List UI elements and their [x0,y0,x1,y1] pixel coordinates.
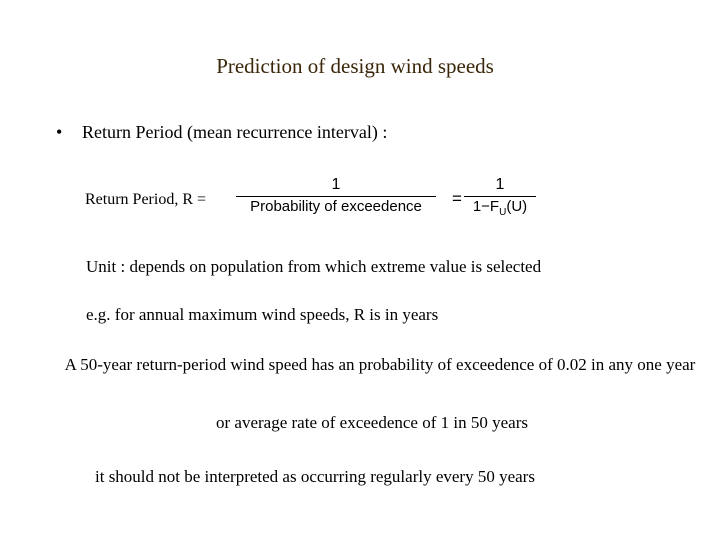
fraction-bar [464,196,536,197]
formula-label: Return Period, R = [85,191,207,208]
interpretation-note: it should not be interpreted as occurring regularly every 50 years [95,467,535,486]
example-text: e.g. for annual maximum wind speeds, R is in years [86,305,439,324]
fraction-denominator [464,198,536,222]
average-rate-paragraph: or average rate of exceedence of 1 in 50 years [216,413,528,432]
fraction-bar [236,196,436,197]
formula-fraction-probability [236,176,436,216]
denominator-prefix: 1−F [472,198,500,215]
unit-text: Unit : depends on population from which extreme value is selected [86,257,542,276]
denominator-suffix: (U) [506,198,528,215]
bullet-item-return-period [56,122,387,143]
slide-title: Prediction of design wind speeds [216,54,494,78]
probability-paragraph: A 50-year return-period wind speed has an probability of exceedence of 0.02 in any one year [64,355,696,374]
bullet-icon: • [56,122,63,142]
formula-equals-sign: = [452,189,462,208]
denominator-subscript: U [499,207,507,218]
fraction-numerator: 1 [331,176,341,193]
fraction-denominator: Probability of exceedence [250,198,422,215]
formula-fraction-cdf [464,176,536,222]
bullet-text: Return Period (mean recurrence interval) : [82,122,388,142]
fraction-numerator: 1 [495,176,505,193]
